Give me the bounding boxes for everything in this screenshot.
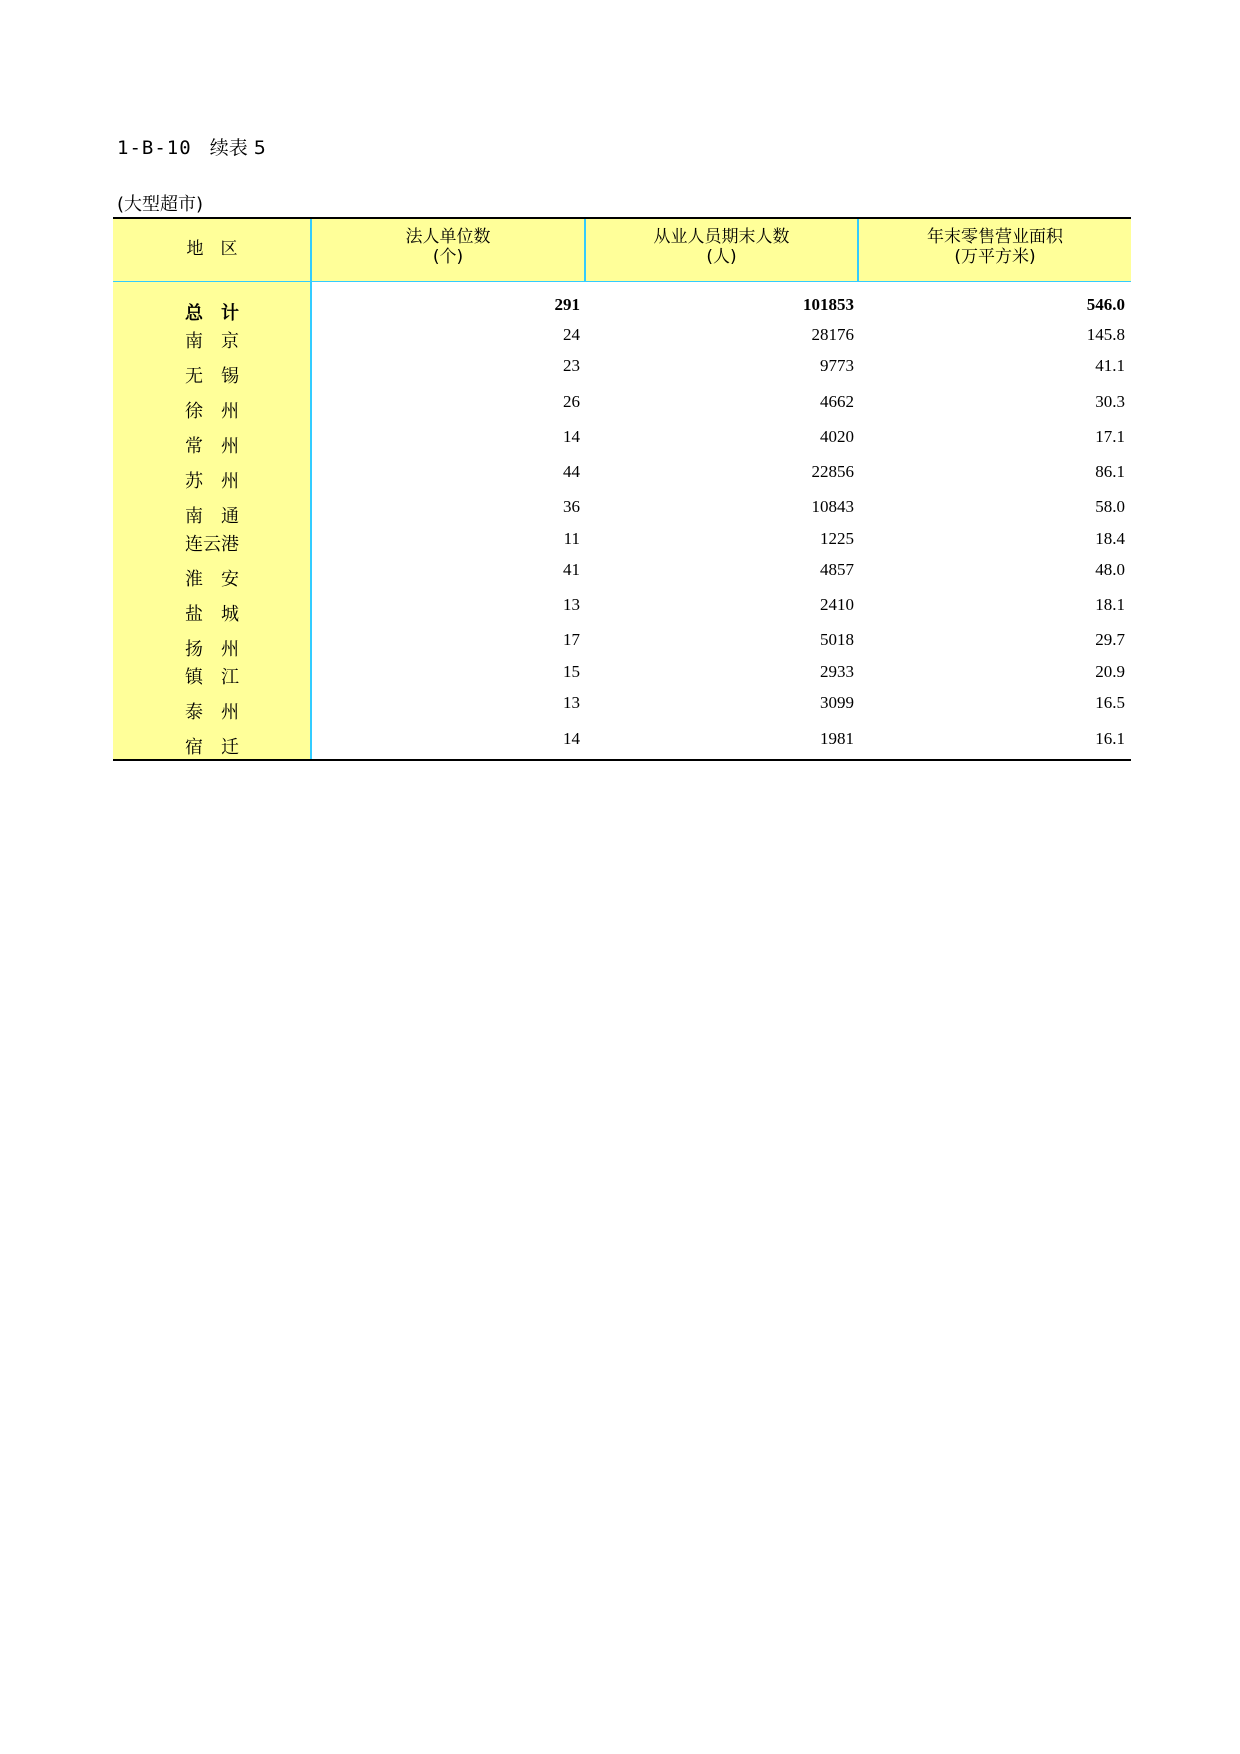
units-value: 11 [563, 529, 580, 548]
continuation-label: 续表 5 [209, 137, 266, 159]
table-title [117, 133, 266, 160]
region-name: 宿 迁 [185, 737, 239, 758]
area-value: 546.0 [1086, 295, 1125, 314]
area-value: 18.1 [1095, 595, 1125, 614]
units-value: 23 [563, 356, 580, 375]
header-employees: 从业人员期末人数 (人) [653, 227, 790, 267]
header-area: 年末零售营业面积 (万平方米) [927, 227, 1063, 267]
employees-value: 2410 [820, 595, 854, 614]
employees-value: 3099 [820, 693, 854, 712]
region-name: 扬 州 [185, 639, 239, 660]
region-name: 徐 州 [185, 401, 239, 422]
region-name: 镇 江 [185, 667, 239, 688]
employees-value: 10843 [811, 497, 854, 516]
table-code: 1-B-10 [117, 137, 192, 159]
units-value: 41 [563, 560, 580, 579]
area-value: 58.0 [1095, 497, 1125, 516]
area-value: 48.0 [1095, 560, 1125, 579]
header-units: 法人单位数 (个) [405, 227, 491, 267]
area-value: 20.9 [1095, 662, 1125, 681]
employees-value: 9773 [820, 356, 854, 375]
units-value: 44 [563, 462, 580, 481]
area-value: 16.1 [1095, 729, 1125, 748]
area-value: 16.5 [1095, 693, 1125, 712]
employees-value: 28176 [811, 325, 854, 344]
employees-value: 4020 [820, 427, 854, 446]
employees-value: 2933 [820, 662, 854, 681]
area-value: 86.1 [1095, 462, 1125, 481]
units-value: 24 [563, 325, 580, 344]
employees-value: 1225 [820, 529, 854, 548]
header-region: 地 区 [186, 239, 238, 259]
region-name: 常 州 [185, 436, 239, 457]
employees-value: 5018 [820, 630, 854, 649]
data-table [113, 217, 1131, 761]
area-value: 29.7 [1095, 630, 1125, 649]
units-value: 13 [563, 693, 580, 712]
units-value: 14 [563, 427, 580, 446]
employees-value: 4662 [820, 392, 854, 411]
employees-value: 1981 [820, 729, 854, 748]
units-value: 13 [563, 595, 580, 614]
region-name: 无 锡 [185, 366, 239, 387]
employees-value: 101853 [803, 295, 854, 314]
region-name: 南 通 [185, 506, 239, 527]
region-name: 总 计 [185, 303, 239, 324]
area-value: 30.3 [1095, 392, 1125, 411]
region-name: 淮 安 [185, 569, 239, 590]
employees-value: 4857 [820, 560, 854, 579]
column-divider [310, 219, 312, 759]
region-name: 苏 州 [185, 471, 239, 492]
units-value: 15 [563, 662, 580, 681]
area-value: 18.4 [1095, 529, 1125, 548]
region-name: 泰 州 [185, 702, 239, 723]
units-value: 291 [554, 295, 580, 314]
units-value: 36 [563, 497, 580, 516]
units-value: 26 [563, 392, 580, 411]
region-name: 南 京 [185, 331, 239, 352]
area-value: 41.1 [1095, 356, 1125, 375]
area-value: 17.1 [1095, 427, 1125, 446]
region-name: 连云港 [185, 534, 239, 555]
units-value: 17 [563, 630, 580, 649]
region-name: 盐 城 [185, 604, 239, 625]
table-subtitle: (大型超市) [117, 194, 204, 215]
units-value: 14 [563, 729, 580, 748]
employees-value: 22856 [811, 462, 854, 481]
area-value: 145.8 [1086, 325, 1125, 344]
